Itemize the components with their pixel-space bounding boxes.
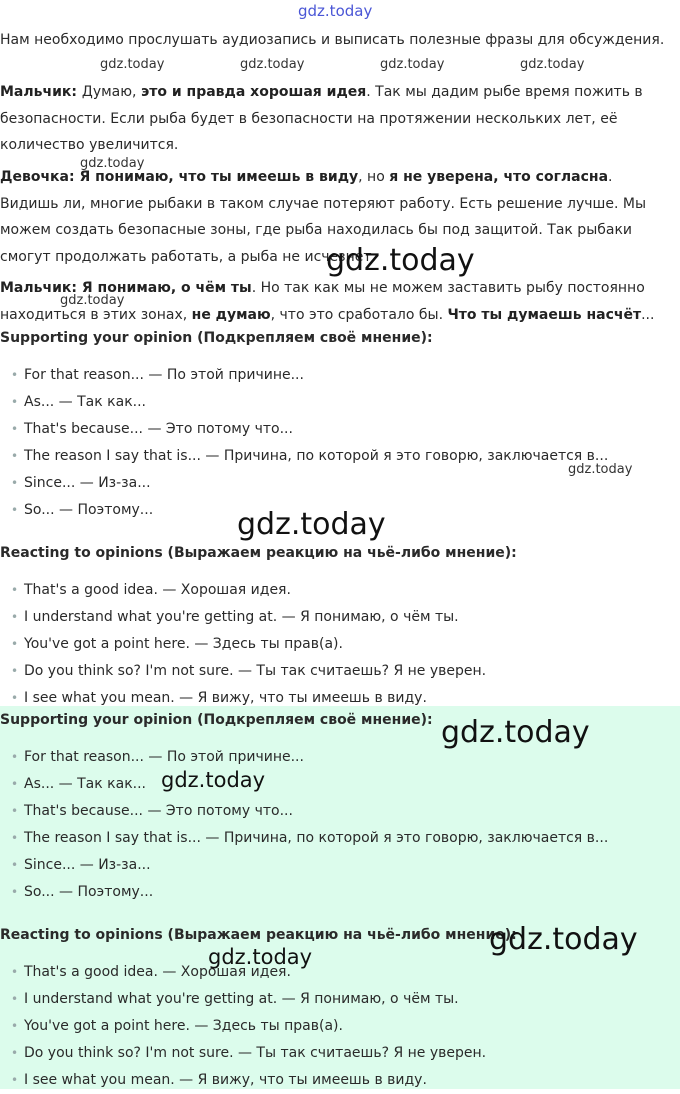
key-phrase: не думаю [191,306,271,323]
list-item: • So... — Поэтому... [0,497,608,524]
watermark: gdz.today [298,2,373,20]
dialogue-text: , но [358,169,390,185]
dialogue-text: . Так мы дадим рыбе время пожить в безопасности. Если рыба будет в безопасности на протяжении нескольких лет, её количество увеличится. [0,84,643,153]
list-item: • That's because... — Это потому что... [0,416,608,443]
list-item: • Since... — Из-за... [0,470,608,497]
list-item: • That's because... — Это потому что... [0,798,608,825]
supporting-list [0,362,608,524]
dialogue-text: , что это сработало бы. [270,306,448,323]
dialogue-girl [0,164,670,270]
supporting-heading: Supporting your opinion (Подкрепляем своё мнение): [0,330,433,346]
watermark: gdz.today [326,243,475,278]
list-item: • For that reason... — По этой причине... [0,744,608,771]
reacting-heading-repeat: Reacting to opinions (Выражаем реакцию на чьё-либо мнение): [0,927,517,943]
reacting-list-repeat [0,959,486,1094]
dialogue-text: . Но так как мы не можем заставить рыбу постоянно находиться в этих зонах, [0,280,645,323]
list-item: • You've got a point here. — Здесь ты прав(а). [0,1013,486,1040]
list-item: • For that reason... — По этой причине... [0,362,608,389]
dialogue-text: Думаю, [81,84,141,100]
watermark: gdz.today [489,922,638,957]
list-item: • Do you think so? I'm not sure. — Ты так считаешь? Я не уверен. [0,658,486,685]
watermark: gdz.today [100,57,165,72]
watermark: gdz.today [80,156,145,171]
dialogue-boy-2 [0,275,670,328]
list-item: • The reason I say that is... — Причина, по которой я это говорю, заключается в... [0,825,608,852]
watermark: gdz.today [60,293,125,308]
key-phrase: Я понимаю, о чём ты [81,280,252,296]
list-item: • You've got a point here. — Здесь ты прав(а). [0,631,486,658]
supporting-list-repeat [0,744,608,906]
list-item: • That's a good idea. — Хорошая идея. [0,577,486,604]
watermark: gdz.today [161,768,266,792]
list-item: • Since... — Из-за... [0,852,608,879]
dialogue-text: ... [641,306,655,323]
watermark: gdz.today [237,507,386,542]
list-item: • That's a good idea. — Хорошая идея. [0,959,486,986]
list-item: • I see what you mean. — Я вижу, что ты имеешь в виду. [0,685,486,712]
speaker-label: Мальчик: [0,84,82,100]
watermark: gdz.today [380,57,445,72]
dialogue-text: . Видишь ли, многие рыбаки в таком случае потеряют работу. Есть решение лучше. Мы можем создать безопасные зоны, где рыба находилась бы под защитой. Так рыбаки смогут продолжать работать, а рыба не исчезнет. [0,169,647,265]
key-phrase: это и правда хорошая идея [140,84,367,100]
list-item: • I see what you mean. — Я вижу, что ты имеешь в виду. [0,1067,486,1094]
key-phrase: Что ты думаешь насчёт [447,306,642,323]
intro-paragraph [0,27,670,54]
reacting-heading: Reacting to opinions (Выражаем реакцию на чьё-либо мнение): [0,545,517,561]
intro-text: Нам необходимо прослушать аудиозапись и выписать полезные фразы для обсуждения. [0,32,665,48]
speaker-label: Мальчик: [0,280,82,296]
reacting-list [0,577,486,712]
list-item: • So... — Поэтому... [0,879,608,906]
list-item: • As... — Так как... [0,389,608,416]
watermark: gdz.today [568,462,633,477]
list-item: • Do you think so? I'm not sure. — Ты так считаешь? Я не уверен. [0,1040,486,1067]
dialogue-boy-1 [0,79,670,159]
speaker-label: Девочка: [0,169,80,185]
watermark: gdz.today [520,57,585,72]
watermark: gdz.today [208,945,313,969]
list-item: • I understand what you're getting at. — Я понимаю, о чём ты. [0,604,486,631]
supporting-heading-repeat: Supporting your opinion (Подкрепляем своё мнение): [0,712,433,728]
list-item: • The reason I say that is... — Причина, по которой я это говорю, заключается в... [0,443,608,470]
key-phrase: Я понимаю, что ты имеешь в виду [79,169,359,185]
watermark: gdz.today [240,57,305,72]
key-phrase: я не уверена, что согласна [389,169,609,185]
list-item: • I understand what you're getting at. — Я понимаю, о чём ты. [0,986,486,1013]
watermark: gdz.today [441,715,590,750]
list-item: • As... — Так как... [0,771,608,798]
